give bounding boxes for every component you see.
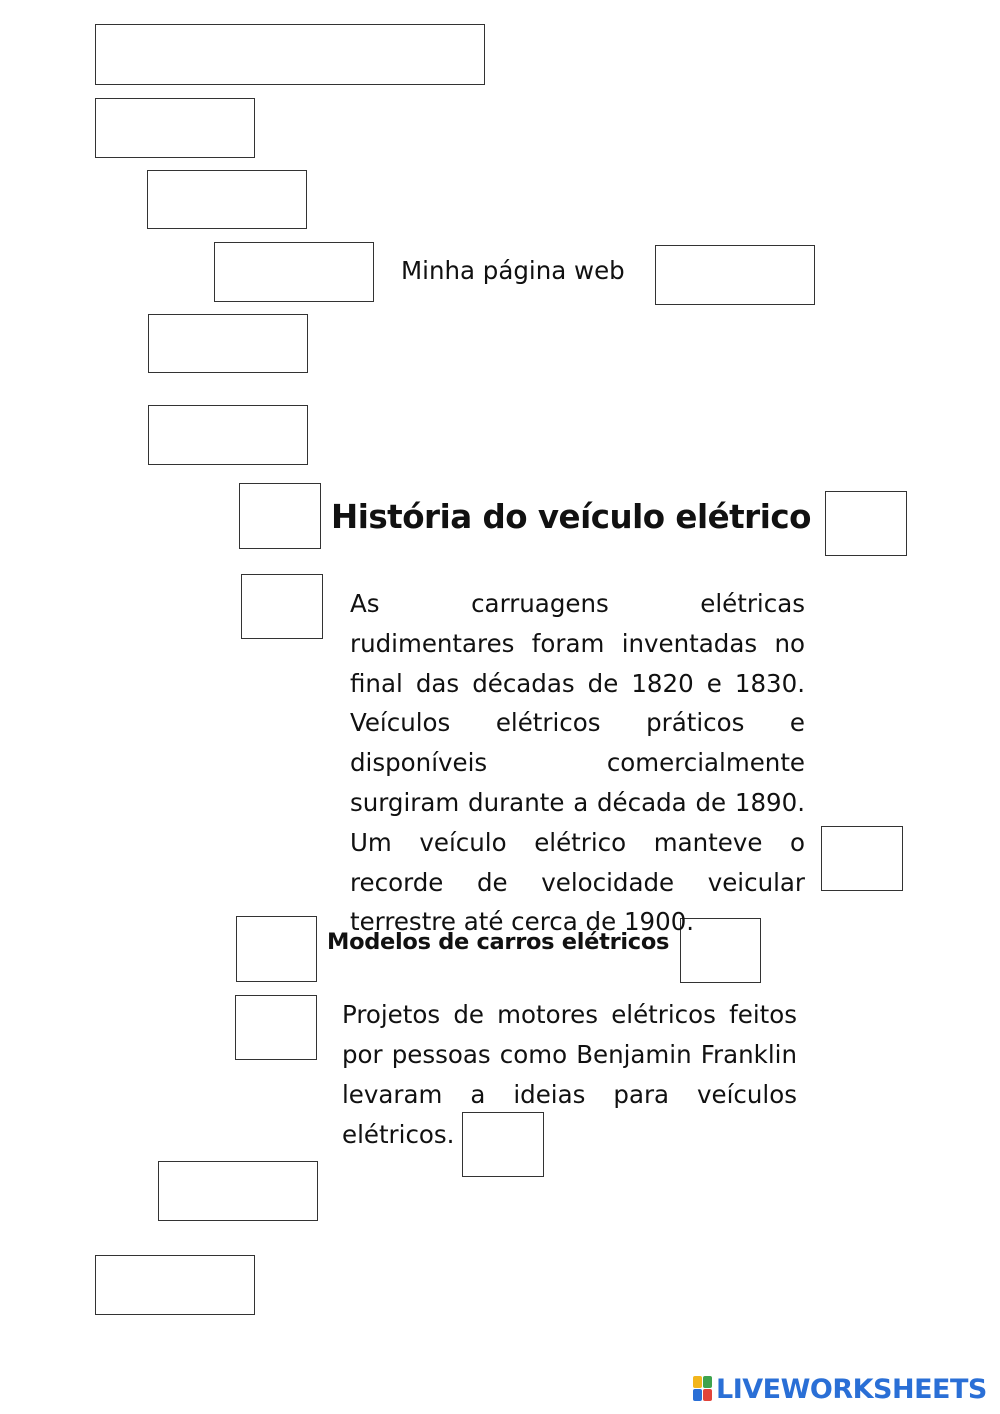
logo-tile-2: [703, 1376, 712, 1388]
answer-box-2[interactable]: [95, 98, 255, 158]
answer-box-11[interactable]: [821, 826, 903, 891]
logo-tile-1: [693, 1376, 702, 1388]
answer-box-8[interactable]: [239, 483, 321, 549]
answer-box-1[interactable]: [95, 24, 485, 85]
answer-box-16[interactable]: [158, 1161, 318, 1221]
answer-box-5[interactable]: [655, 245, 815, 305]
liveworksheets-wordmark: LIVEWORKSHEETS: [716, 1373, 987, 1405]
article-heading: História do veículo elétrico: [331, 498, 811, 536]
answer-box-7[interactable]: [148, 405, 308, 465]
article-paragraph-1: As carruagens elétricas rudimentares foram inventadas no final das décadas de 1820 e 1830. Veículos elétricos práticos e disponíveis comercialmente surgiram durante a década de 1890. Um veículo elétrico manteve o recorde de velocidade veicular terrestre até cerca de 1900.: [350, 589, 805, 937]
answer-box-9[interactable]: [825, 491, 907, 556]
answer-box-14[interactable]: [235, 995, 317, 1060]
logo-tile-4: [703, 1389, 712, 1401]
answer-box-12[interactable]: [236, 916, 317, 982]
answer-box-4[interactable]: [214, 242, 374, 302]
page-title: Minha página web: [401, 256, 625, 285]
logo-tile-3: [693, 1389, 702, 1401]
article-paragraph-2: Projetos de motores elétricos feitos por pessoas como Benjamin Franklin levaram a ideias para veículos elétricos.: [342, 1000, 797, 1149]
answer-box-3[interactable]: [147, 170, 307, 229]
answer-box-10[interactable]: [241, 574, 323, 639]
article-subheading: Modelos de carros elétricos: [327, 929, 670, 955]
liveworksheets-logo-icon: [693, 1376, 713, 1402]
answer-box-17[interactable]: [95, 1255, 255, 1315]
liveworksheets-logo: [693, 1374, 987, 1404]
answer-box-6[interactable]: [148, 314, 308, 373]
